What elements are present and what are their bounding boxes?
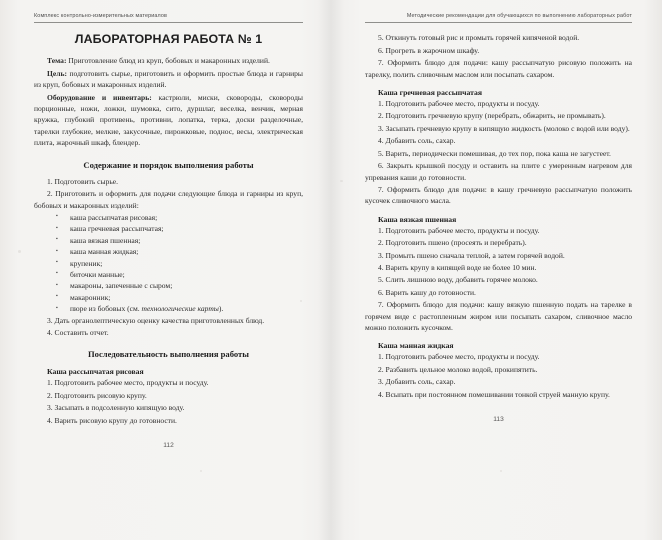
buckwheat-step: 5. Варить, периодически помешивая, до тех пор, пока каша не загустеет. bbox=[378, 148, 611, 158]
page-number-left: 112 bbox=[163, 442, 174, 449]
rice-step: 2. Подготовить рисовую крупу. bbox=[47, 390, 147, 400]
content-step-1: 1. Подготовить сырье. bbox=[47, 176, 119, 186]
technology-cards-reference: технологические карты bbox=[141, 304, 219, 314]
buckwheat-step: 1. Подготовить рабочее место, продукты и посуду. bbox=[378, 99, 540, 109]
rice-step: 4. Варить рисовую крупу до готовности. bbox=[47, 415, 177, 425]
content-step-2: 2. Приготовить и оформить для подачи следующие блюда и гарниры из круп, бобовых и макаронных изделий: bbox=[34, 189, 303, 210]
content-step-3: 3. Дать органолептическую оценку качества приготовленных блюд. bbox=[47, 315, 265, 325]
equipment-text: кастрюли, миски, сковороды, сковороды порционные, ножи, ложки, шумовка, сито, дуршлаг, веселка, венчик, мерная кружка, глубокий противень, противни, лопатка, терка, доски разделочные, тарелки глубокие, мелкие, закусочные, пирожковые, поднос, весы, электрическая плита, жарочный шкаф, блендер. bbox=[34, 92, 303, 148]
list-item: ▪ каша рассыпчатая рисовая; bbox=[34, 212, 303, 223]
equipment-label: Оборудование и инвентарь: bbox=[47, 92, 152, 102]
list-item: ▪ каша гречневая рассыпчатая; bbox=[34, 223, 303, 234]
millet-step: 3. Промыть пшено сначала теплой, а затем горячей водой. bbox=[378, 250, 565, 260]
millet-step: 2. Подготовить пшено (просеять и перебрать). bbox=[378, 238, 527, 248]
millet-step: 4. Варить крупу в кипящей воде не более 10 мин. bbox=[378, 262, 537, 272]
buckwheat-step: 4. Добавить соль, сахар. bbox=[378, 136, 456, 146]
list-item: ▪ крупеник; bbox=[34, 258, 303, 269]
dish-bullet-list bbox=[34, 212, 303, 315]
millet-step: 7. Оформить блюдо для подачи: кашу вязкую пшенную подать на тарелке в горячем виде с растопленным жиром или посыпать сахаром, сливочное масло можно положить кусочком. bbox=[365, 300, 632, 332]
millet-step: 1. Подготовить рабочее место, продукты и посуду. bbox=[378, 225, 540, 235]
goal-label: Цель: bbox=[47, 68, 67, 78]
semolina-step: 2. Разбавить цельное молоко водой, прокипятить. bbox=[378, 364, 538, 374]
rice-step: 1. Подготовить рабочее место, продукты и посуду. bbox=[47, 378, 209, 388]
list-item: ▪ биточки манные; bbox=[34, 269, 303, 280]
list-item: ▪ каша манная жидкая; bbox=[34, 246, 303, 257]
section-heading-content: Содержание и порядок выполнения работы bbox=[83, 159, 254, 170]
millet-step: 6. Варить кашу до готовности. bbox=[378, 287, 476, 297]
rice-step-cont: 6. Прогреть в жарочном шкафу. bbox=[378, 45, 480, 55]
page-right bbox=[331, 0, 662, 540]
dish-heading-buckwheat: Каша гречневая рассыпчатая bbox=[378, 88, 483, 98]
list-item: ▪ макаронник; bbox=[34, 292, 303, 303]
list-item: ▪ каша вязкая пшенная; bbox=[34, 235, 303, 246]
list-item: ▪ макароны, запеченные с сыром; bbox=[34, 280, 303, 291]
bullet-text-post: ). bbox=[218, 304, 224, 314]
rice-step-cont: 7. Оформить блюдо для подачи: кашу рассыпчатую рисовую положить на тарелку, полить сливочным маслом или посыпать сахаром. bbox=[365, 58, 632, 79]
semolina-step: 4. Всыпать при постоянном помешивании тонкой струей манную крупу. bbox=[378, 389, 610, 399]
equipment-paragraph bbox=[34, 92, 303, 149]
goal-paragraph bbox=[34, 68, 303, 91]
header-rule-right bbox=[365, 22, 632, 23]
page-title: ЛАБОРАТОРНАЯ РАБОТА № 1 bbox=[74, 32, 263, 47]
dish-heading-millet: Каша вязкая пшенная bbox=[378, 214, 457, 224]
dish-heading-semolina: Каша манная жидкая bbox=[378, 341, 454, 351]
buckwheat-step: 7. Оформить блюдо для подачи: в кашу гречневую рассыпчатую положить кусочек сливочного масла. bbox=[365, 184, 632, 206]
goal-text: подготовить сырье, приготовить и оформить простые блюда и гарниры из круп, бобовых и макаронных изделий. bbox=[34, 68, 303, 90]
rice-step: 3. Засыпать в подсоленную кипящую воду. bbox=[47, 403, 185, 413]
theme-text: Приготовление блюд из круп, бобовых и макаронных изделий. bbox=[66, 56, 270, 66]
running-head-right: Методические рекомендации для обучающихся по выполнению лабораторных работ bbox=[406, 13, 632, 19]
bullet-text-pre: пюре из бобовых (см. bbox=[70, 304, 142, 314]
content-step-4: 4. Составить отчет. bbox=[47, 327, 109, 337]
millet-step: 5. Слить лишнюю воду, добавить горячее молоко. bbox=[378, 275, 538, 285]
buckwheat-step: 2. Подготовить гречневую крупу (перебрать, обжарить, не промывать). bbox=[378, 111, 606, 121]
rice-step-cont: 5. Откинуть готовый рис и промыть горячей кипяченой водой. bbox=[378, 33, 580, 43]
list-item-with-reference bbox=[34, 303, 303, 314]
dish-heading-rice: Каша рассыпчатая рисовая bbox=[47, 367, 144, 377]
running-head-left: Комплекс контрольно-измерительных материалов bbox=[34, 13, 168, 19]
theme-paragraph bbox=[34, 55, 303, 66]
buckwheat-step: 3. Засыпать гречневую крупу в кипящую жидкость (молоко с водой или воду). bbox=[378, 123, 630, 133]
header-rule-left bbox=[34, 22, 303, 23]
buckwheat-step: 6. Закрыть крышкой посуду и оставить на плите с умеренным нагревом для упревания каши до готовности. bbox=[365, 161, 632, 182]
semolina-step: 3. Добавить соль, сахар. bbox=[378, 377, 456, 387]
semolina-step: 1. Подготовить рабочее место, продукты и посуду. bbox=[378, 352, 540, 362]
section-heading-sequence: Последовательность выполнения работы bbox=[88, 349, 249, 360]
theme-label: Тема: bbox=[47, 56, 67, 66]
page-number-right: 113 bbox=[493, 416, 504, 423]
